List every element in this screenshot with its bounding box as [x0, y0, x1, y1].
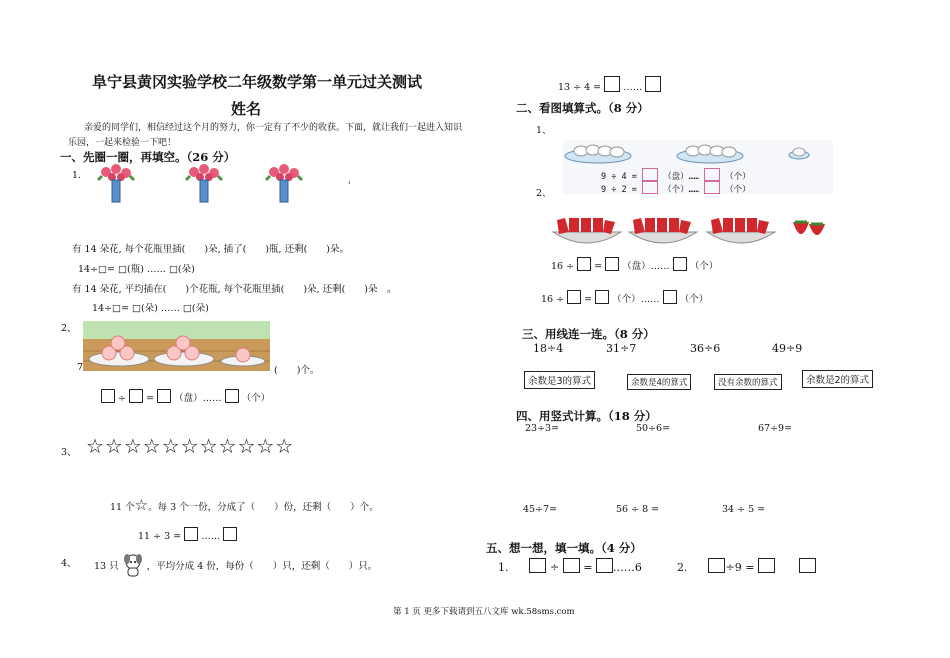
answer-box[interactable] [799, 558, 816, 573]
eq-a-left: 9 ÷ 4 = [601, 172, 637, 182]
straw-eq2-a: 16 ÷ [541, 294, 565, 305]
straw-eq2-d: （个） [679, 294, 709, 305]
q1-eq1-a: 14÷□= [78, 264, 115, 275]
fill-1-tail: ……6 [612, 561, 642, 574]
calc-1: 23÷3= [525, 423, 560, 434]
q1-line2: 有 14 朵花, 平均插在( )个花瓶, 每个花瓶里插( )朵, 还剩( )朵 。 [72, 284, 397, 295]
q1-eq1 [78, 261, 195, 275]
match-label-1[interactable]: 余数是3的算式 [524, 371, 595, 389]
q3-line-a: 11 个 [110, 502, 135, 513]
calc-5: 56 ÷ 8 = [616, 504, 660, 515]
strawberry-plate-icon [553, 218, 621, 243]
straw-eq2-c: （个）…… [612, 294, 660, 305]
picture-1-number: 1、 [536, 125, 552, 136]
section-5-heading: 五、想一想，填一填。（4 分） [486, 541, 642, 555]
answer-box[interactable] [101, 389, 115, 403]
match-label-3[interactable]: 没有余数的算式 [714, 374, 782, 390]
section-2-heading: 二、看图填算式。（8 分） [516, 101, 649, 115]
answer-box[interactable] [529, 558, 546, 573]
page-footer: 第 1 页 更多下载请到五八文库 wk.58sms.com [393, 607, 575, 617]
answer-box[interactable] [223, 527, 237, 541]
fill-2-number: 2. [677, 561, 688, 574]
straw-eq1-d: （个） [689, 261, 719, 272]
strawberry-eq-2 [541, 290, 708, 305]
match-expr-4[interactable]: 49÷9 [772, 342, 803, 355]
q4-line [94, 553, 377, 577]
eq-a-unit1: （盘）…… [663, 172, 699, 182]
q1-eq2: 14÷□= □(朵) …… □(朵) [92, 303, 209, 314]
q1-line1: 有 14 朵花, 每个花瓶里插( )朵, 插了( )瓶, 还剩( )朵。 [72, 244, 349, 255]
answer-box[interactable] [605, 257, 619, 271]
peach-plates-illustration [83, 321, 270, 371]
top-eq-left: 13 ÷ 4 = [558, 82, 602, 93]
divide-sign: ÷ [118, 393, 126, 404]
flower-vase-icon [266, 164, 302, 202]
q2-tail: ( )个。 [274, 365, 320, 376]
strawberry-plate-icon [629, 218, 697, 243]
page-title: 阜宁县黄冈实验学校二年级数学第一单元过关测试 [92, 73, 423, 91]
dumpling-picture-panel [563, 140, 833, 194]
answer-box[interactable] [673, 257, 687, 271]
calc-3: 67÷9= [758, 423, 793, 434]
answer-box[interactable] [758, 558, 775, 573]
fill-1 [498, 558, 642, 574]
match-expr-2[interactable]: 31÷7 [606, 342, 637, 355]
answer-box[interactable] [225, 389, 239, 403]
equals-sign: = [583, 561, 593, 574]
fill-2-mid: ÷9 = [725, 561, 755, 574]
eq-a-unit2: （个） [725, 172, 751, 182]
straw-eq1-b: = [594, 261, 603, 272]
dumpling-plates [563, 140, 833, 166]
answer-box[interactable] [184, 527, 198, 541]
calc-6: 34 ÷ 5 = [722, 504, 766, 515]
flower-vases-illustration [90, 162, 350, 204]
answer-box[interactable] [704, 181, 720, 194]
section-3-heading: 三、用线连一连。（8 分） [522, 327, 655, 341]
straw-eq1-c: （盘）…… [622, 261, 670, 272]
remainder-dots: …… [201, 531, 221, 542]
dumpling-plate-icon [677, 145, 743, 163]
answer-box[interactable] [567, 290, 581, 304]
answer-box[interactable] [704, 168, 720, 181]
answer-box[interactable] [595, 290, 609, 304]
match-expr-3[interactable]: 36÷6 [690, 342, 721, 355]
intro-text: 亲爱的同学们，相信经过这个月的努力，你一定有了不少的收获。下面，就让我们一起进入知识乐园，一起来检验一下吧！ [68, 123, 463, 148]
eq-b-unit2: （个） [725, 185, 751, 195]
answer-box[interactable] [642, 168, 658, 181]
dumpling-plate-icon [565, 145, 631, 163]
flower-bunch-icon [349, 167, 350, 192]
q3-equation [138, 527, 237, 542]
q4-number: 4、 [61, 558, 77, 569]
answer-box[interactable] [577, 257, 591, 271]
fill-2 [677, 558, 816, 574]
q2-prefix: 7 [77, 362, 84, 373]
star-row: ☆☆☆☆☆☆☆☆☆☆☆ [86, 434, 295, 458]
section-1-heading: 一、先圈一圈，再填空。（26 分） [60, 150, 236, 164]
name-label: 姓名 [231, 100, 262, 118]
strawberry-eq-1 [551, 257, 718, 272]
q1-eq1-c: …… □(朵) [146, 264, 195, 275]
match-label-4[interactable]: 余数是2的算式 [802, 370, 873, 388]
fill-1-number: 1. [498, 561, 509, 574]
q4-b: ，平均分成 4 份，每份（ ）只，还剩（ ）只。 [146, 561, 378, 572]
picture-2-number: 2、 [536, 188, 552, 199]
strawberry-plates-illustration [551, 214, 837, 250]
q3-line-b: 。每 3 个一份，分成了（ ）份，还剩（ ）个。 [148, 502, 379, 513]
flower-vase-icon [98, 164, 134, 202]
straw-eq1-a: 16 ÷ [551, 261, 575, 272]
match-expr-1[interactable]: 18÷4 [533, 342, 564, 355]
equals-sign: = [146, 393, 155, 404]
unit-item: （个） [241, 393, 271, 404]
divide-sign: ÷ [549, 561, 560, 574]
answer-box[interactable] [663, 290, 677, 304]
top-equation [558, 76, 661, 93]
calc-4: 45÷7= [523, 504, 558, 515]
answer-box[interactable] [596, 558, 613, 573]
dumpling-eq-a [601, 168, 751, 182]
q2-number: 2、 [61, 323, 77, 334]
dumpling-icon [789, 148, 809, 159]
unit-plate: （盘）…… [174, 393, 222, 404]
calc-2: 50÷6= [636, 423, 671, 434]
q3-line [110, 496, 379, 514]
q3-eq-left: 11 ÷ 3 = [138, 531, 182, 542]
strawberry-plate-icon [707, 218, 775, 243]
puppy-icon [122, 553, 144, 577]
eq-b-left: 9 ÷ 2 = [601, 185, 637, 195]
answer-box[interactable] [708, 558, 725, 573]
match-label-2[interactable]: 余数是4的算式 [627, 374, 691, 390]
q4-a: 13 只 [94, 561, 119, 572]
q1-eq1-b: □(瓶) [118, 264, 144, 275]
q1-number: 1. [72, 170, 82, 181]
remainder-dots: …… [623, 82, 643, 93]
eq-b-unit1: （个）…… [663, 185, 699, 195]
q3-number: 3、 [61, 447, 77, 458]
answer-box[interactable] [642, 181, 658, 194]
answer-box[interactable] [604, 76, 620, 92]
section-4-heading: 四、用竖式计算。（18 分） [516, 409, 657, 423]
q2-equation [101, 389, 270, 404]
straw-eq2-b: = [584, 294, 593, 305]
flower-vase-icon [186, 164, 222, 202]
strawberry-icon [793, 222, 825, 235]
answer-box[interactable] [563, 558, 580, 573]
answer-box[interactable] [645, 76, 661, 92]
answer-box[interactable] [157, 389, 171, 403]
answer-box[interactable] [129, 389, 143, 403]
star-icon: ☆ [134, 496, 149, 514]
dumpling-eq-b [601, 181, 751, 195]
